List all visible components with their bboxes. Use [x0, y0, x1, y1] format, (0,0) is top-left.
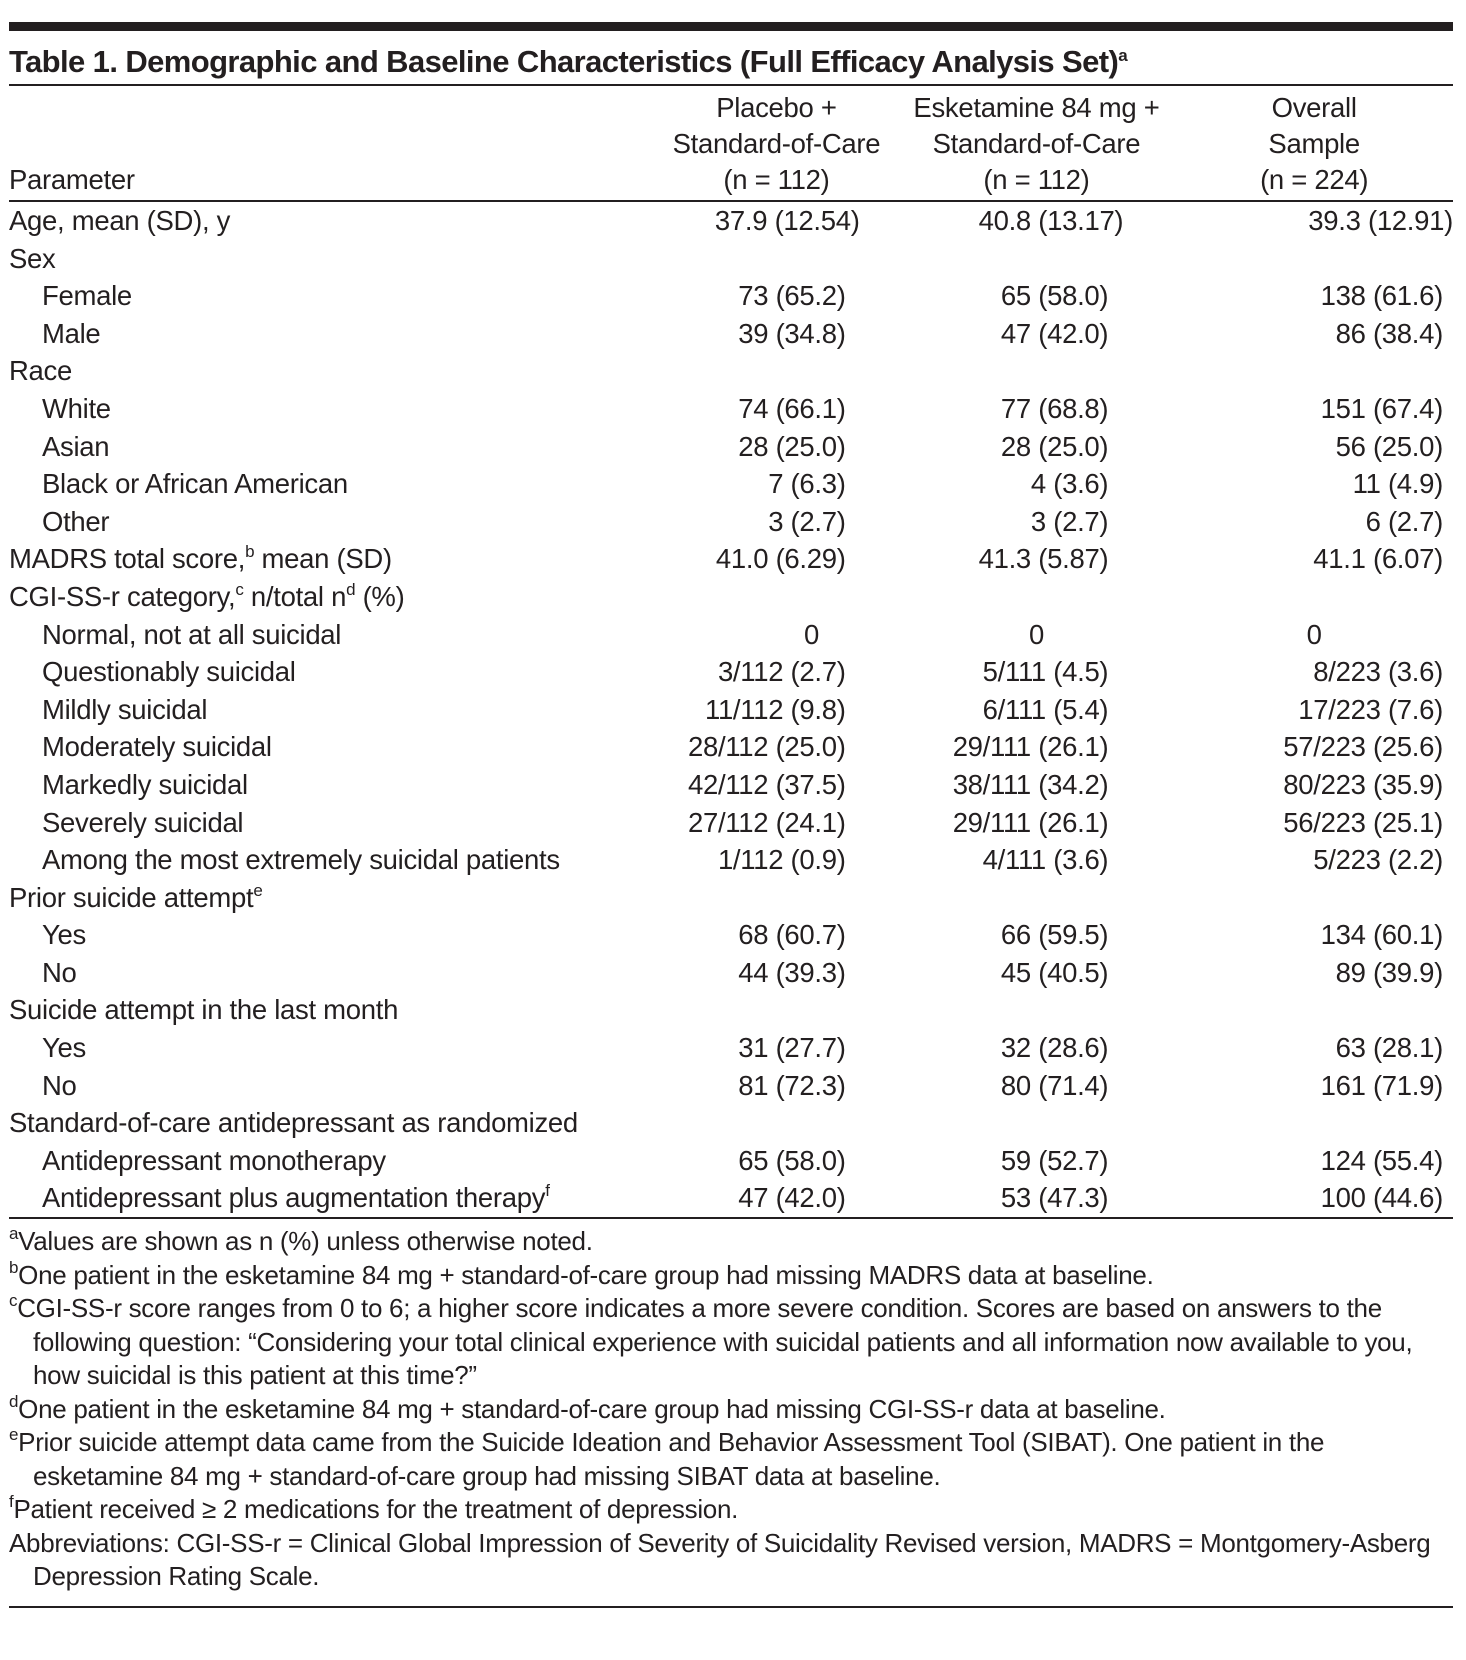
footnote-text: Patient received ≥ 2 medications for the treatment of depression. [13, 1494, 739, 1525]
table-row [9, 428, 1453, 466]
cell-value: 59 (52.7) [1000, 1144, 1109, 1176]
row-label [9, 315, 655, 353]
table-row [9, 1179, 1453, 1217]
row-label [9, 277, 655, 315]
cell-value: 17/223 (7.6) [1298, 693, 1443, 725]
cell-value [655, 879, 897, 917]
footnote-mark: f [9, 1492, 14, 1512]
table-row [9, 991, 1453, 1029]
table-row [9, 315, 1453, 353]
cell-value: 1/112 (0.9) [717, 844, 846, 876]
cell-value: 45 (40.5) [1000, 956, 1109, 988]
label-text: Yes [42, 1032, 86, 1064]
cell-value: 100 (44.6) [1320, 1182, 1443, 1214]
cell-value [1175, 991, 1453, 1029]
row-label [9, 728, 655, 766]
bottom-rule [9, 1606, 1453, 1608]
header-line: Placebo + [716, 92, 837, 123]
footnote-mark: b [9, 1257, 19, 1277]
row-label [9, 1067, 655, 1105]
cell-value: 41.1 (6.07) [1313, 543, 1443, 575]
table-row [9, 578, 1453, 616]
label-text: Questionably suicidal [42, 656, 296, 688]
cell-value: 41.3 (5.87) [978, 543, 1109, 575]
cell-value [655, 1104, 897, 1142]
footnote-mark: d [9, 1391, 19, 1411]
cell-value: 6/111 (5.4) [982, 693, 1109, 725]
footnote [9, 1527, 1453, 1594]
table-row [9, 804, 1453, 842]
row-label [9, 954, 655, 992]
label-text: Black or African American [42, 468, 348, 500]
label-text: Prior suicide attempt [9, 881, 254, 913]
table-row [9, 653, 1453, 691]
cell-value: 27/112 (24.1) [687, 806, 846, 838]
cell-value: 3 (2.7) [1030, 505, 1109, 537]
cell-value: 47 (42.0) [738, 1182, 846, 1214]
table-row [9, 540, 1453, 578]
table-row [9, 1104, 1453, 1142]
label-text: No [42, 956, 77, 988]
cell-value: 5/111 (4.5) [982, 656, 1109, 688]
cell-value [898, 578, 1176, 616]
row-label [9, 578, 655, 616]
row-label [9, 916, 655, 954]
label-text: Age, mean (SD), y [9, 205, 231, 236]
header-line: Esketamine 84 mg + [913, 92, 1160, 123]
cell-value: 7 (6.3) [768, 468, 846, 500]
row-label [9, 390, 655, 428]
footnote-mark: a [9, 1224, 19, 1244]
cell-value: 38/111 (34.2) [952, 768, 1109, 800]
footnote-text: One patient in the esketamine 84 mg + standard-of-care group had missing MADRS data at baseline. [18, 1259, 1154, 1290]
footnote-mark: f [545, 1181, 550, 1201]
cell-value: 5/223 (2.2) [1313, 844, 1443, 876]
label-text: Severely suicidal [42, 806, 244, 838]
cell-value: 40.8 (13.17) [978, 205, 1124, 236]
row-label [9, 766, 655, 804]
cell-value: 4/111 (3.6) [982, 844, 1109, 876]
table-row [9, 277, 1453, 315]
cell-value: 42/112 (37.5) [687, 768, 846, 800]
header-placebo [655, 86, 897, 200]
label-text: Suicide attempt in the last month [9, 994, 399, 1026]
footnote-mark: d [346, 579, 356, 599]
footnote [9, 1292, 1453, 1393]
cell-value: 3/112 (2.7) [717, 656, 846, 688]
label-text: Mildly suicidal [42, 693, 208, 725]
table-row [9, 352, 1453, 390]
row-label [9, 540, 655, 578]
label-text: n/total n [243, 580, 347, 612]
footnote-mark: b [245, 542, 255, 562]
label-text: Antidepressant monotherapy [42, 1144, 386, 1176]
table-row [9, 879, 1453, 917]
footnote-mark: c [235, 579, 244, 599]
cell-value: 56 (25.0) [1335, 430, 1443, 462]
footnote [9, 1426, 1453, 1493]
row-label [9, 1104, 655, 1142]
table-container [9, 22, 1453, 1608]
table-row [9, 240, 1453, 278]
cell-value: 80/223 (35.9) [1283, 768, 1443, 800]
footnote [9, 1493, 1453, 1527]
row-label [9, 1142, 655, 1180]
table-row [9, 954, 1453, 992]
label-text: Moderately suicidal [42, 731, 272, 763]
cell-value [1175, 352, 1453, 390]
cell-value: 89 (39.9) [1335, 956, 1443, 988]
cell-value: 37.9 (12.54) [714, 205, 860, 236]
label-text: Yes [42, 919, 86, 951]
row-label [9, 240, 655, 278]
cell-value: 138 (61.6) [1320, 280, 1443, 312]
row-label [9, 991, 655, 1029]
label-text: Normal, not at all suicidal [42, 618, 342, 650]
row-label [9, 879, 655, 917]
header-line: Sample [1268, 128, 1360, 159]
row-label [9, 352, 655, 390]
label-text: Other [42, 505, 110, 537]
cell-value: 77 (68.8) [1000, 392, 1109, 424]
cell-value: 6 (2.7) [1365, 505, 1443, 537]
header-line: Overall [1271, 92, 1357, 123]
cell-value: 134 (60.1) [1320, 919, 1443, 951]
table-bottom-rule [9, 1217, 1453, 1219]
table-row [9, 1067, 1453, 1105]
label-text: (%) [355, 580, 405, 612]
cell-value: 161 (71.9) [1320, 1069, 1443, 1101]
cell-value [1175, 1104, 1453, 1142]
row-label [9, 616, 655, 654]
row-label [9, 841, 655, 879]
footnotes [9, 1225, 1453, 1594]
cell-value: 53 (47.3) [1000, 1182, 1109, 1214]
cell-value: 80 (71.4) [1000, 1069, 1109, 1101]
cell-value [655, 352, 897, 390]
cell-value [1175, 240, 1453, 278]
label-text: Male [42, 317, 101, 349]
cell-value: 66 (59.5) [1000, 919, 1109, 951]
cell-value: 44 (39.3) [738, 956, 846, 988]
demographics-table [9, 86, 1453, 1217]
label-text: Asian [42, 430, 110, 462]
cell-value: 28 (25.0) [738, 430, 846, 462]
header-line: Standard-of-Care [672, 128, 881, 159]
table-body [9, 202, 1453, 1217]
label-text: Antidepressant plus augmentation therapy [42, 1182, 546, 1214]
cell-value: 65 (58.0) [738, 1144, 846, 1176]
footnote-mark: c [9, 1291, 18, 1311]
table-row [9, 766, 1453, 804]
cell-value: 65 (58.0) [1000, 280, 1109, 312]
footnote-mark: e [9, 1425, 19, 1445]
cell-value: 39 (34.8) [738, 317, 846, 349]
cell-value: 47 (42.0) [1000, 317, 1109, 349]
header-line: Standard-of-Care [932, 128, 1141, 159]
cell-value: 0 [1028, 618, 1044, 650]
cell-value [655, 578, 897, 616]
footnote [9, 1393, 1453, 1427]
header-overall [1175, 86, 1453, 200]
table-row [9, 691, 1453, 729]
title-footnote-mark: a [1118, 46, 1128, 65]
table-row [9, 202, 1453, 240]
table-row [9, 465, 1453, 503]
cell-value [898, 879, 1176, 917]
table-row [9, 390, 1453, 428]
cell-value [898, 991, 1176, 1029]
cell-value: 3 (2.7) [768, 505, 846, 537]
cell-value: 57/223 (25.6) [1283, 731, 1443, 763]
header-parameter: Parameter [9, 164, 135, 195]
cell-value [655, 991, 897, 1029]
cell-value: 86 (38.4) [1335, 317, 1443, 349]
footnote-text: Values are shown as n (%) unless otherwise noted. [18, 1226, 593, 1257]
cell-value [898, 352, 1176, 390]
cell-value: 81 (72.3) [738, 1069, 846, 1101]
cell-value: 31 (27.7) [738, 1032, 846, 1064]
cell-value: 11/112 (9.8) [704, 693, 846, 725]
header-line: (n = 112) [723, 164, 830, 195]
footnote-text: CGI-SS-r score ranges from 0 to 6; a higher score indicates a more severe condition. Scores are based on answers to the following question: “Considering your total clinical experience with suicidal patients and all information now available to you, how suicidal is this patient at this time?” [17, 1293, 1413, 1391]
cell-value: 63 (28.1) [1335, 1032, 1443, 1064]
table-row [9, 728, 1453, 766]
footnote [9, 1225, 1453, 1259]
header-esketamine [898, 86, 1176, 200]
header-row [9, 86, 1453, 200]
row-label [9, 691, 655, 729]
title-text: Table 1. Demographic and Baseline Characteristics (Full Efficacy Analysis Set) [9, 44, 1119, 79]
cell-value: 0 [803, 618, 819, 650]
row-label [9, 503, 655, 541]
cell-value [1175, 879, 1453, 917]
cell-value [898, 1104, 1176, 1142]
cell-value: 68 (60.7) [738, 919, 846, 951]
label-text: Sex [9, 242, 56, 274]
footnote-text: Prior suicide attempt data came from the Suicide Ideation and Behavior Assessment Tool (SIBAT). One patient in the esketamine 84 mg + standard-of-care group had missing SIBAT data at baseline. [18, 1427, 1325, 1491]
cell-value: 0 [1306, 618, 1322, 650]
row-label [9, 804, 655, 842]
footnote-text: One patient in the esketamine 84 mg + standard-of-care group had missing CGI-SS-r data at baseline. [18, 1393, 1166, 1424]
row-label [9, 1179, 655, 1217]
cell-value: 74 (66.1) [738, 392, 846, 424]
cell-value: 41.0 (6.29) [715, 543, 846, 575]
label-text: Among the most extremely suicidal patients [42, 844, 560, 876]
label-text: Female [42, 280, 132, 312]
cell-value: 28 (25.0) [1000, 430, 1109, 462]
table-row [9, 503, 1453, 541]
cell-value: 124 (55.4) [1320, 1144, 1443, 1176]
cell-value: 32 (28.6) [1000, 1032, 1109, 1064]
label-text: mean (SD) [254, 543, 392, 575]
label-text: Race [9, 355, 72, 387]
label-text: Markedly suicidal [42, 768, 248, 800]
row-label [9, 465, 655, 503]
cell-value: 28/112 (25.0) [687, 731, 846, 763]
cell-value: 29/111 (26.1) [952, 806, 1109, 838]
cell-value: 11 (4.9) [1352, 468, 1443, 500]
cell-value: 151 (67.4) [1320, 392, 1443, 424]
cell-value: 73 (65.2) [738, 280, 846, 312]
cell-value [655, 240, 897, 278]
row-label [9, 1029, 655, 1067]
header-line: (n = 224) [1260, 164, 1369, 195]
cell-value: 39.3 (12.91) [1308, 205, 1453, 236]
table-row [9, 841, 1453, 879]
cell-value: 4 (3.6) [1030, 468, 1109, 500]
cell-value: 29/111 (26.1) [952, 731, 1109, 763]
label-text: White [42, 392, 111, 424]
label-text: CGI-SS-r category, [9, 580, 236, 612]
top-rule [9, 22, 1453, 31]
label-text: MADRS total score, [9, 543, 246, 575]
row-label [9, 653, 655, 691]
row-label [9, 202, 655, 240]
label-text: No [42, 1069, 77, 1101]
footnote-mark: e [253, 880, 263, 900]
cell-value [898, 240, 1176, 278]
table-row [9, 1029, 1453, 1067]
table-row [9, 916, 1453, 954]
table-row [9, 616, 1453, 654]
footnote [9, 1259, 1453, 1293]
row-label [9, 428, 655, 466]
cell-value: 8/223 (3.6) [1313, 656, 1443, 688]
table-row [9, 1142, 1453, 1180]
table-title [9, 39, 1453, 84]
footnote-text: Abbreviations: CGI-SS-r = Clinical Global Impression of Severity of Suicidality Revised version, MADRS = Montgomery-Asberg Depression Rating Scale. [9, 1527, 1431, 1592]
cell-value: 56/223 (25.1) [1283, 806, 1443, 838]
header-line: (n = 112) [983, 164, 1090, 195]
label-text: Standard-of-care antidepressant as randomized [9, 1107, 578, 1139]
cell-value [1175, 578, 1453, 616]
